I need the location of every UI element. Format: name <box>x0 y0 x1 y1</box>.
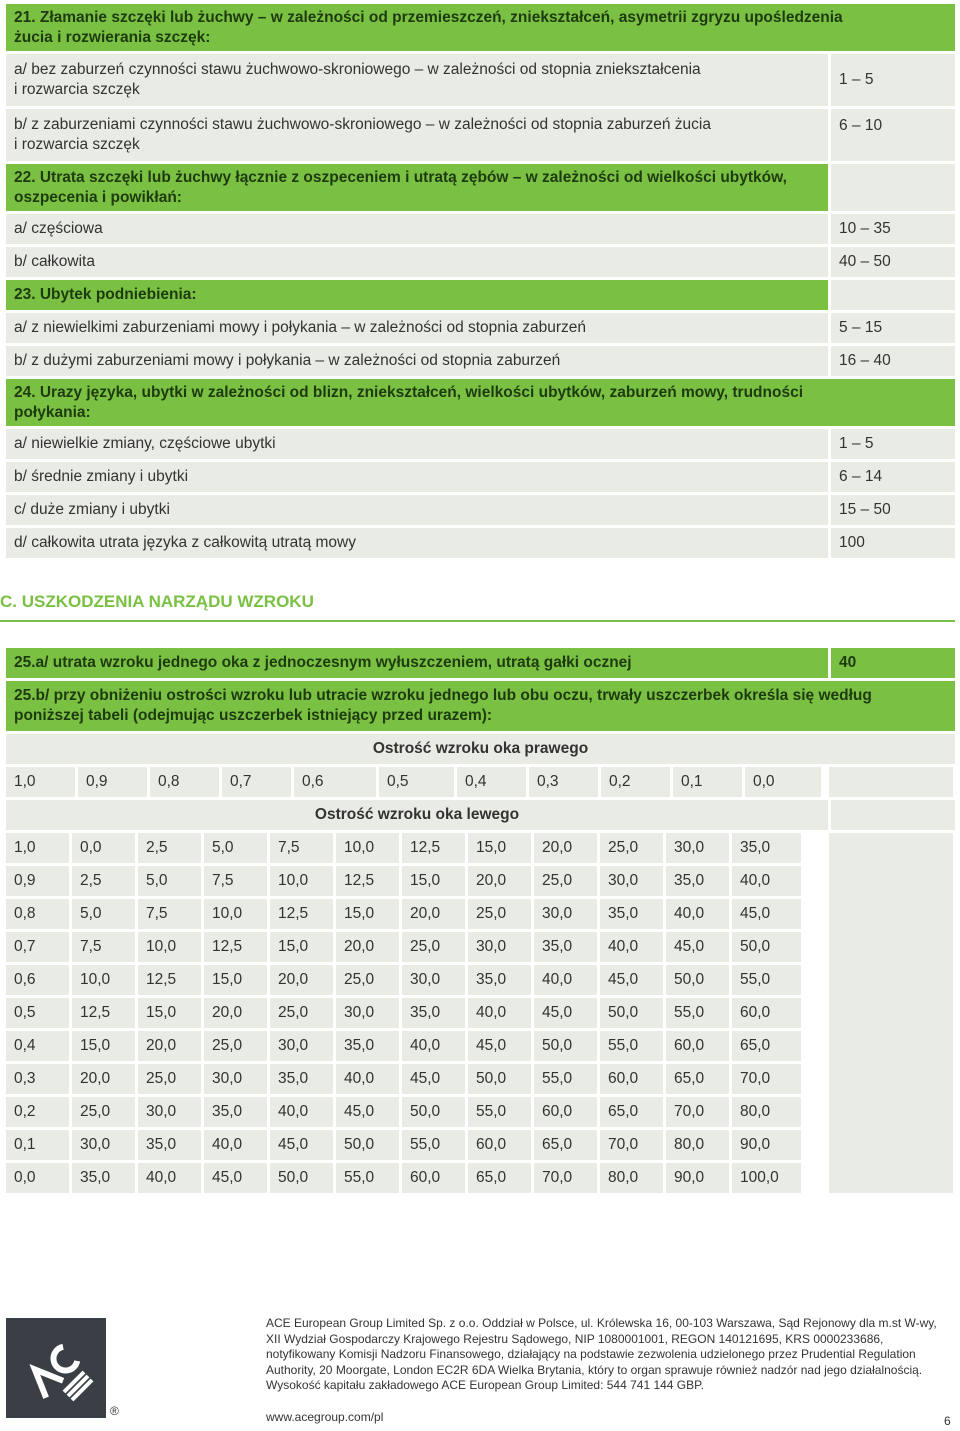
left-eye-value: 0,7 <box>6 932 69 962</box>
section-21-a-line2: i rozwarcia szczęk <box>14 81 140 98</box>
table-cell: 30,0 <box>666 833 729 863</box>
section-22-title-side <box>831 164 955 211</box>
table-cell: 25,0 <box>270 998 333 1028</box>
left-eye-value: 0,9 <box>6 866 69 896</box>
table-cell: 12,5 <box>402 833 465 863</box>
table-cell: 65,0 <box>600 1097 663 1127</box>
section-22-b: b/ całkowita <box>6 247 828 277</box>
left-eye-value: 0,6 <box>6 965 69 995</box>
section-25a: 25.a/ utrata wzroku jednego oka z jednoczesnym wyłuszczeniem, utratą gałki ocznej <box>6 648 828 678</box>
section-21-a-value: 1 – 5 <box>831 54 955 106</box>
table-cell: 40,0 <box>204 1130 267 1160</box>
right-eye-value: 0,5 <box>379 767 454 797</box>
table-cell: 30,0 <box>270 1031 333 1061</box>
section-24-title <box>6 379 955 426</box>
left-eye-value: 0,2 <box>6 1097 69 1127</box>
table-cell: 65,0 <box>468 1163 531 1193</box>
vision-table <box>6 833 826 1193</box>
table-cell: 25,0 <box>534 866 597 896</box>
footer-line4: Authority, 20 Moorgate, London EC2R 6DA Wielka Brytania, który to organ sprawuje również nadzór nad jego działalnością. <box>266 1362 923 1377</box>
table-cell: 45,0 <box>270 1130 333 1160</box>
section-24-b-value: 6 – 14 <box>831 462 955 492</box>
registered-mark: ® <box>110 1404 119 1418</box>
table-cell: 55,0 <box>402 1130 465 1160</box>
table-cell: 30,0 <box>336 998 399 1028</box>
table-cell: 15,0 <box>204 965 267 995</box>
section-21-title-line1: 21. Złamanie szczęki lub żuchwy – w zależności od przemieszczeń, zniekształceń, asymetrii zgryzu upośledzenia <box>14 8 843 26</box>
section-24-c-value: 15 – 50 <box>831 495 955 525</box>
footer-line1: ACE European Group Limited Sp. z o.o. Oddział w Polsce, ul. Królewska 16, 00-103 Warszawa, Sąd Rejonowy dla m.st W-wy, <box>266 1316 937 1330</box>
section-22-title-line2: oszpecenia i powikłań: <box>14 188 182 206</box>
left-eye-header: Ostrość wzroku oka lewego <box>6 800 828 830</box>
right-eye-value: 0,8 <box>150 767 219 797</box>
table-cell: 35,0 <box>270 1064 333 1094</box>
table-cell: 80,0 <box>666 1130 729 1160</box>
table-cell: 20,0 <box>534 833 597 863</box>
table-cell: 45,0 <box>204 1163 267 1193</box>
section-24-d-value: 100 <box>831 528 955 558</box>
table-cell: 35,0 <box>138 1130 201 1160</box>
section-23-a-value: 5 – 15 <box>831 313 955 343</box>
page-number: 6 <box>944 1414 951 1428</box>
right-eye-value: 1,0 <box>6 767 75 797</box>
section-25b <box>6 681 955 731</box>
table-cell: 60,0 <box>534 1097 597 1127</box>
table-cell: 70,0 <box>732 1064 801 1094</box>
table-cell: 60,0 <box>402 1163 465 1193</box>
section-24-title-line2: połykania: <box>14 403 91 421</box>
table-cell: 60,0 <box>732 998 801 1028</box>
table-cell: 50,0 <box>600 998 663 1028</box>
table-cell: 45,0 <box>666 932 729 962</box>
table-cell: 40,0 <box>336 1064 399 1094</box>
table-cell: 65,0 <box>534 1130 597 1160</box>
table-cell: 7,5 <box>204 866 267 896</box>
table-cell: 35,0 <box>204 1097 267 1127</box>
right-eye-value: 0,4 <box>457 767 526 797</box>
table-cell: 40,0 <box>600 932 663 962</box>
table-cell: 50,0 <box>336 1130 399 1160</box>
table-cell: 7,5 <box>72 932 135 962</box>
table-cell: 60,0 <box>468 1130 531 1160</box>
table-cell: 55,0 <box>600 1031 663 1061</box>
right-eye-values <box>6 767 826 797</box>
table-cell: 40,0 <box>666 899 729 929</box>
right-eye-value: 0,7 <box>222 767 291 797</box>
table-cell: 60,0 <box>600 1064 663 1094</box>
left-eye-value: 0,8 <box>6 899 69 929</box>
table-cell: 45,0 <box>600 965 663 995</box>
table-cell: 55,0 <box>468 1097 531 1127</box>
footer-legal-text <box>266 1316 946 1394</box>
table-cell: 35,0 <box>336 1031 399 1061</box>
section-22-a: a/ częściowa <box>6 214 828 244</box>
right-eye-value: 0,3 <box>529 767 598 797</box>
section-21-title <box>6 4 955 51</box>
table-cell: 65,0 <box>666 1064 729 1094</box>
table-cell: 2,5 <box>138 833 201 863</box>
left-eye-header-side <box>831 800 955 830</box>
table-cell: 7,5 <box>270 833 333 863</box>
table-cell: 65,0 <box>732 1031 801 1061</box>
table-cell: 5,0 <box>72 899 135 929</box>
section-21-title-line2: żucia i rozwierania szczęk: <box>14 28 211 46</box>
table-cell: 80,0 <box>732 1097 801 1127</box>
table-cell: 40,0 <box>270 1097 333 1127</box>
table-cell: 35,0 <box>732 833 801 863</box>
right-eye-header: Ostrość wzroku oka prawego <box>6 734 955 764</box>
section-23-b-value: 16 – 40 <box>831 346 955 376</box>
table-cell: 70,0 <box>666 1097 729 1127</box>
right-eye-value: 0,2 <box>601 767 670 797</box>
right-eye-value: 0,1 <box>673 767 742 797</box>
vision-table-side <box>829 833 953 1193</box>
table-cell: 40,0 <box>732 866 801 896</box>
section-23-a: a/ z niewielkimi zaburzeniami mowy i połykania – w zależności od stopnia zaburzeń <box>6 313 828 343</box>
table-cell: 25,0 <box>204 1031 267 1061</box>
table-cell: 55,0 <box>732 965 801 995</box>
table-cell: 10,0 <box>336 833 399 863</box>
right-eye-value: 0,0 <box>745 767 821 797</box>
table-cell: 5,0 <box>204 833 267 863</box>
table-cell: 40,0 <box>534 965 597 995</box>
table-cell: 35,0 <box>666 866 729 896</box>
left-eye-value: 0,5 <box>6 998 69 1028</box>
section-21-a <box>6 54 828 106</box>
section-24-a-value: 1 – 5 <box>831 429 955 459</box>
table-cell: 15,0 <box>72 1031 135 1061</box>
section-24-b: b/ średnie zmiany i ubytki <box>6 462 828 492</box>
table-cell: 10,0 <box>138 932 201 962</box>
section-25a-value: 40 <box>831 648 955 678</box>
section-c-heading: C. USZKODZENIA NARZĄDU WZROKU <box>0 592 955 622</box>
section-24-title-line1: 24. Urazy języka, ubytki w zależności od blizn, zniekształceń, wielkości ubytków, zaburzeń mowy, trudności <box>14 383 803 401</box>
right-eye-side <box>829 767 953 797</box>
table-cell: 35,0 <box>72 1163 135 1193</box>
table-cell: 30,0 <box>468 932 531 962</box>
table-cell: 20,0 <box>138 1031 201 1061</box>
section-23-b: b/ z dużymi zaburzeniami mowy i połykania – w zależności od stopnia zaburzeń <box>6 346 828 376</box>
table-cell: 10,0 <box>72 965 135 995</box>
table-cell: 25,0 <box>138 1064 201 1094</box>
table-cell: 25,0 <box>336 965 399 995</box>
table-cell: 15,0 <box>468 833 531 863</box>
left-eye-value: 0,1 <box>6 1130 69 1160</box>
table-cell: 20,0 <box>270 965 333 995</box>
section-24-c: c/ duże zmiany i ubytki <box>6 495 828 525</box>
table-cell: 55,0 <box>534 1064 597 1094</box>
table-cell: 12,5 <box>270 899 333 929</box>
table-cell: 12,5 <box>138 965 201 995</box>
section-21-b-line1: b/ z zaburzeniami czynności stawu żuchwowo-skroniowego – w zależności od stopnia zaburzeń żucia <box>14 116 711 133</box>
section-21-b-line2: i rozwarcia szczęk <box>14 136 140 153</box>
section-23-title: 23. Ubytek podniebienia: <box>6 280 828 310</box>
table-cell: 30,0 <box>534 899 597 929</box>
section-24-a: a/ niewielkie zmiany, częściowe ubytki <box>6 429 828 459</box>
table-cell: 55,0 <box>666 998 729 1028</box>
section-24-d: d/ całkowita utrata języka z całkowitą utratą mowy <box>6 528 828 558</box>
table-cell: 70,0 <box>534 1163 597 1193</box>
left-eye-value: 0,0 <box>6 1163 69 1193</box>
table-cell: 5,0 <box>138 866 201 896</box>
section-23-title-side <box>831 280 955 310</box>
table-cell: 12,5 <box>204 932 267 962</box>
table-cell: 20,0 <box>336 932 399 962</box>
table-cell: 20,0 <box>72 1064 135 1094</box>
table-cell: 30,0 <box>600 866 663 896</box>
table-cell: 45,0 <box>534 998 597 1028</box>
section-22-a-value: 10 – 35 <box>831 214 955 244</box>
table-cell: 30,0 <box>138 1097 201 1127</box>
table-cell: 45,0 <box>336 1097 399 1127</box>
table-cell: 50,0 <box>468 1064 531 1094</box>
table-cell: 45,0 <box>402 1064 465 1094</box>
table-cell: 35,0 <box>600 899 663 929</box>
table-cell: 7,5 <box>138 899 201 929</box>
table-cell: 25,0 <box>402 932 465 962</box>
table-cell: 35,0 <box>534 932 597 962</box>
table-cell: 35,0 <box>468 965 531 995</box>
table-cell: 12,5 <box>72 998 135 1028</box>
table-cell: 90,0 <box>732 1130 801 1160</box>
table-cell: 35,0 <box>402 998 465 1028</box>
footer-line3: notyfikowany Komisji Nadzoru Finansowego, działający na podstawie zezwolenia udzielonego przez Prudential Regulation <box>266 1347 916 1361</box>
table-cell: 30,0 <box>204 1064 267 1094</box>
section-25b-line2: poniższej tabeli (odejmując uszczerbek istniejący przed urazem): <box>14 707 493 724</box>
section-22-b-value: 40 – 50 <box>831 247 955 277</box>
table-cell: 70,0 <box>600 1130 663 1160</box>
table-cell: 15,0 <box>138 998 201 1028</box>
table-cell: 25,0 <box>468 899 531 929</box>
table-cell: 50,0 <box>402 1097 465 1127</box>
section-22-title <box>6 164 828 211</box>
footer-line2: XII Wydział Gospodarczy Krajowego Rejestru Sądowego, NIP 1080001001, REGON 140121695, KRS 0000233686, <box>266 1331 884 1346</box>
left-eye-value: 0,4 <box>6 1031 69 1061</box>
table-cell: 50,0 <box>666 965 729 995</box>
footer-line5: Wysokość kapitału zakładowego ACE European Group Limited: 544 741 144 GBP. <box>266 1378 704 1392</box>
table-cell: 15,0 <box>270 932 333 962</box>
section-21-b-value: 6 – 10 <box>831 109 955 161</box>
table-cell: 90,0 <box>666 1163 729 1193</box>
section-21-b <box>6 109 828 161</box>
table-cell: 60,0 <box>666 1031 729 1061</box>
table-cell: 20,0 <box>402 899 465 929</box>
table-cell: 12,5 <box>336 866 399 896</box>
table-cell: 25,0 <box>72 1097 135 1127</box>
left-eye-value: 0,3 <box>6 1064 69 1094</box>
footer <box>0 1300 960 1431</box>
table-cell: 10,0 <box>270 866 333 896</box>
left-eye-value: 1,0 <box>6 833 69 863</box>
right-eye-value: 0,6 <box>294 767 376 797</box>
table-cell: 20,0 <box>204 998 267 1028</box>
ace-logo-icon <box>6 1318 106 1418</box>
table-cell: 40,0 <box>468 998 531 1028</box>
table-cell: 0,0 <box>72 833 135 863</box>
table-cell: 80,0 <box>600 1163 663 1193</box>
table-cell: 45,0 <box>468 1031 531 1061</box>
table-cell: 15,0 <box>336 899 399 929</box>
table-cell: 40,0 <box>138 1163 201 1193</box>
table-cell: 25,0 <box>600 833 663 863</box>
table-cell: 20,0 <box>468 866 531 896</box>
table-cell: 2,5 <box>72 866 135 896</box>
table-cell: 40,0 <box>402 1031 465 1061</box>
table-cell: 50,0 <box>732 932 801 962</box>
table-cell: 50,0 <box>270 1163 333 1193</box>
table-cell: 45,0 <box>732 899 801 929</box>
section-22-title-line1: 22. Utrata szczęki lub żuchwy łącznie z oszpeceniem i utratą zębów – w zależności od wielkości ubytków, <box>14 168 787 186</box>
section-21-a-line1: a/ bez zaburzeń czynności stawu żuchwowo-skroniowego – w zależności od stopnia zniekształcenia <box>14 61 701 78</box>
table-cell: 50,0 <box>534 1031 597 1061</box>
section-25b-line1: 25.b/ przy obniżeniu ostrości wzroku lub utracie wzroku jednego lub obu oczu, trwały uszczerbek określa się według <box>14 687 872 704</box>
table-cell: 10,0 <box>204 899 267 929</box>
right-eye-value: 0,9 <box>78 767 147 797</box>
ace-logo <box>6 1318 106 1418</box>
table-cell: 30,0 <box>72 1130 135 1160</box>
table-cell: 15,0 <box>402 866 465 896</box>
table-cell: 55,0 <box>336 1163 399 1193</box>
table-cell: 100,0 <box>732 1163 801 1193</box>
footer-url[interactable]: www.acegroup.com/pl <box>266 1410 384 1424</box>
table-cell: 30,0 <box>402 965 465 995</box>
